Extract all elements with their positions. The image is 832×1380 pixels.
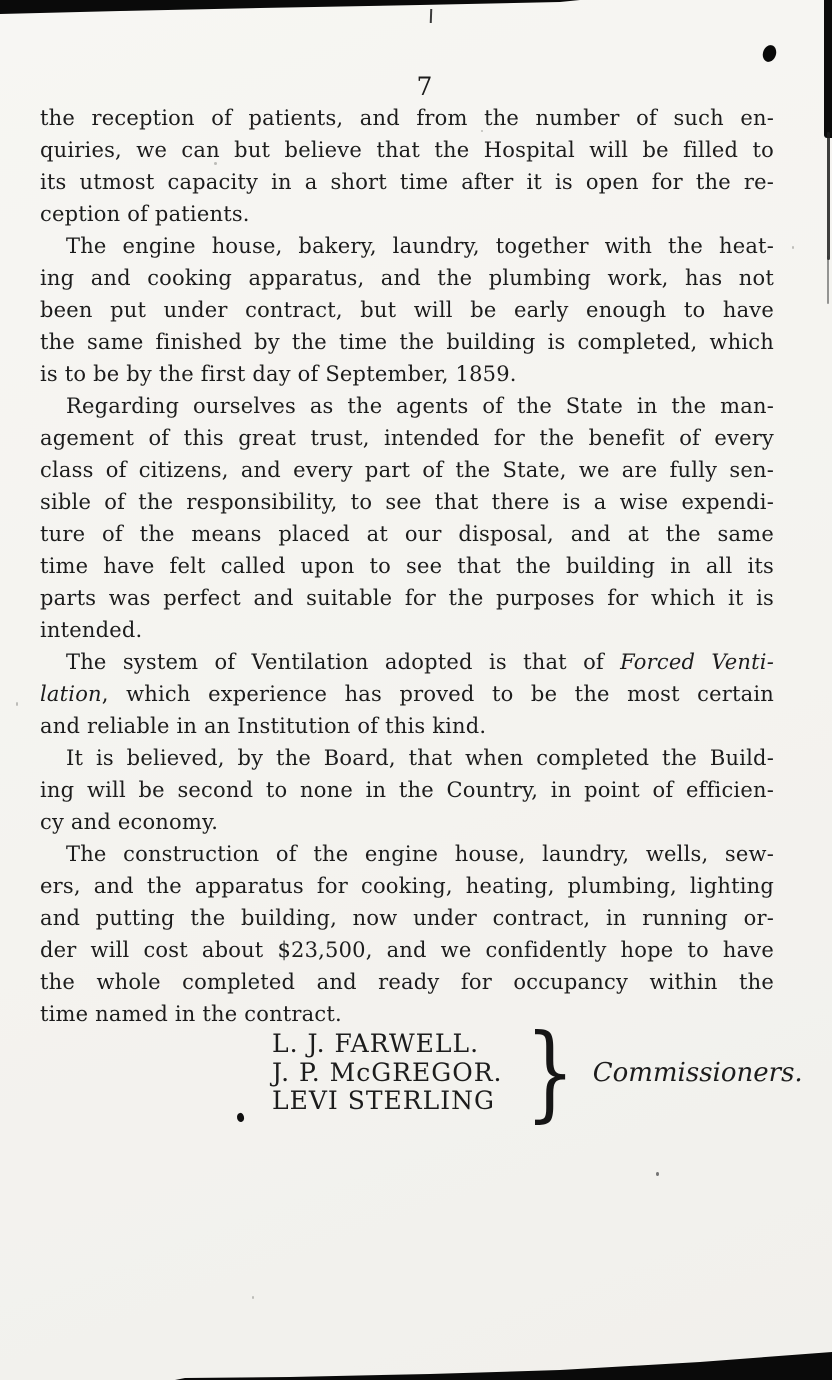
text-line <box>40 198 774 230</box>
text-segment: The system of Ventilation adopted is that of <box>66 650 621 674</box>
text-line <box>40 966 774 998</box>
text-line <box>40 326 774 358</box>
page-body <box>40 102 774 1030</box>
text-segment: class of citizens, and every part of the State, we are fully sen- <box>40 458 774 482</box>
paper-speck <box>252 1296 254 1299</box>
paper-speck <box>16 702 18 706</box>
brace-glyph: } <box>524 1010 575 1133</box>
italic-text-segment: Forced Venti- <box>620 650 774 674</box>
text-line <box>40 486 774 518</box>
text-line <box>40 550 774 582</box>
text-line <box>40 614 774 646</box>
ink-blot <box>761 43 779 63</box>
text-segment: ing and cooking apparatus, and the plumbing work, has not <box>40 266 774 290</box>
text-line <box>40 454 774 486</box>
text-line <box>40 134 774 166</box>
ink-speck-mark <box>236 1112 245 1122</box>
text-line <box>40 838 774 870</box>
text-line <box>40 678 774 710</box>
signature-name: LEVI STERLING <box>272 1086 495 1115</box>
text-line <box>40 358 774 390</box>
scan-edge-bottom <box>0 1350 832 1380</box>
text-segment: intended. <box>40 618 143 642</box>
text-line <box>40 934 774 966</box>
text-segment: agement of this great trust, intended for the benefit of every <box>40 426 774 450</box>
text-line <box>40 422 774 454</box>
italic-text-segment: lation <box>40 682 102 706</box>
text-segment: the same finished by the time the building is completed, which <box>40 330 774 354</box>
text-segment: quiries, we can but believe that the Hospital will be filled to <box>40 138 774 162</box>
text-segment: The engine house, bakery, laundry, together with the heat- <box>66 234 774 258</box>
text-segment: the whole completed and ready for occupancy within the <box>40 970 774 994</box>
text-line <box>40 518 774 550</box>
text-line <box>40 390 774 422</box>
text-line <box>40 582 774 614</box>
text-line <box>40 902 774 934</box>
scan-edge-top <box>0 0 580 16</box>
text-segment: and putting the building, now under contract, in running or- <box>40 906 774 930</box>
text-segment: Regarding ourselves as the agents of the State in the man- <box>66 394 774 418</box>
text-segment: been put under contract, but will be early enough to have <box>40 298 774 322</box>
text-line <box>40 806 774 838</box>
text-line <box>40 998 774 1030</box>
text-segment: parts was perfect and suitable for the purposes for which it is <box>40 586 774 610</box>
text-segment: sible of the responsibility, to see that there is a wise expendi- <box>40 490 774 514</box>
text-segment: and reliable in an Institution of this kind. <box>40 714 487 738</box>
text-segment: ture of the means placed at our disposal, and at the same <box>40 522 774 546</box>
text-segment: The construction of the engine house, laundry, wells, sew- <box>66 842 774 866</box>
text-segment: the reception of patients, and from the number of such en- <box>40 106 774 130</box>
signature-names <box>272 1030 503 1116</box>
scan-edge-right <box>824 0 832 138</box>
text-line <box>40 262 774 294</box>
text-line <box>40 230 774 262</box>
text-segment: its utmost capacity in a short time after it is open for the re- <box>40 170 774 194</box>
scan-edge-right-fade <box>827 256 829 304</box>
text-line <box>40 102 774 134</box>
page-number: 7 <box>416 72 434 101</box>
text-segment: is to be by the first day of September, 1859. <box>40 362 517 386</box>
text-segment: , which experience has proved to be the most certain <box>101 682 774 706</box>
commissioners-label: Commissioners. <box>592 1057 803 1088</box>
text-segment: cy and economy. <box>40 810 219 834</box>
signature-name: L. J. FARWELL. <box>272 1029 480 1058</box>
text-segment: time have felt called upon to see that the building in all its <box>40 554 774 578</box>
scan-edge-right-thin <box>827 132 830 260</box>
paper-speck <box>656 1172 659 1176</box>
text-segment: time named in the contract. <box>40 1002 342 1026</box>
text-line <box>40 774 774 806</box>
scan-mark-top <box>430 9 432 23</box>
text-line <box>40 742 774 774</box>
text-segment: It is believed, by the Board, that when completed the Build- <box>66 746 774 770</box>
text-line <box>40 294 774 326</box>
text-line <box>40 710 774 742</box>
text-segment: ing will be second to none in the Country, in point of efficien- <box>40 778 774 802</box>
text-segment: ers, and the apparatus for cooking, heating, plumbing, lighting <box>40 874 774 898</box>
text-line <box>40 646 774 678</box>
text-line <box>40 870 774 902</box>
text-segment: der will cost about $23,500, and we confidently hope to have <box>40 938 774 962</box>
signature-name: J. P. McGREGOR. <box>272 1057 503 1087</box>
signature-block <box>272 1010 803 1133</box>
text-line <box>40 166 774 198</box>
paper-speck <box>792 246 794 249</box>
text-segment: ception of patients. <box>40 202 250 226</box>
